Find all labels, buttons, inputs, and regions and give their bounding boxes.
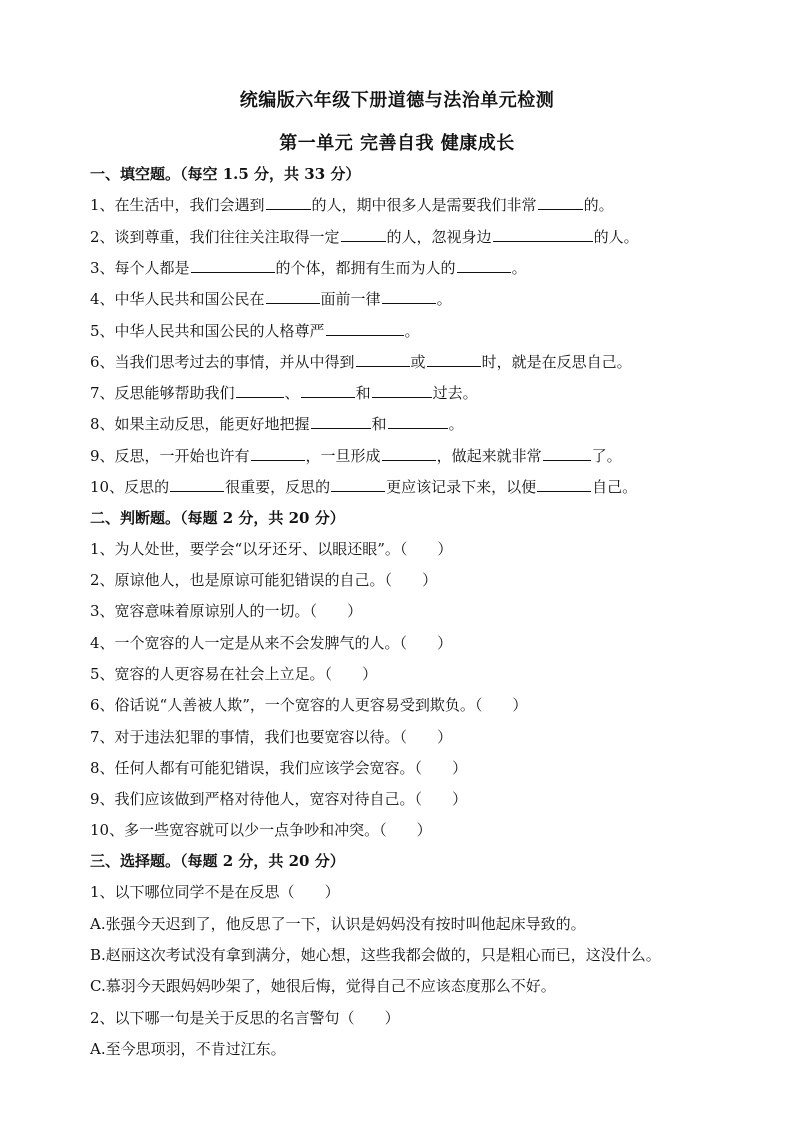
question-text: 5、宽容的人更容易在社会上立足。 [90,665,325,683]
answer-paren-close: ） [437,540,453,558]
page-subtitle: 第一单元 完善自我 健康成长 [279,133,515,154]
judge-question-2 [90,569,730,591]
question-text: 8、任何人都有可能犯错误，我们应该学会宽容。 [90,759,415,777]
question-text: 的个体，都拥有生而为人的 [275,259,456,277]
answer-blank[interactable] [311,413,371,429]
question-text: 的人。 [593,228,639,246]
fill-question-1 [90,194,730,216]
question-text: ，一旦形成 [305,447,381,465]
question-text: 很重要，反思的 [225,478,331,496]
answer-paren-open: （ [399,728,408,746]
judge-question-10 [90,819,730,841]
question-text: 7、反思能够帮助我们 [90,384,235,402]
choice-question-2 [90,1007,730,1029]
answer-paren-open: （ [414,759,423,777]
answer-blank[interactable] [388,413,448,429]
judge-question-5 [90,663,730,685]
answer-paren-close: ） [437,728,453,746]
question-text: 2、原谅他人，也是原谅可能犯错误的自己。 [90,571,385,589]
fill-question-10 [90,476,730,498]
question-text: 3、宽容意味着原谅别人的一切。 [90,602,310,620]
answer-blank[interactable] [457,257,511,273]
choice-option-b: B.赵丽这次考试没有拿到满分，她心想，这些我都会做的，只是粗心而已，这没什么。 [90,946,661,964]
answer-blank[interactable] [266,288,320,304]
question-text: 4、中华人民共和国公民在 [90,290,265,308]
answer-paren-close: ） [347,602,363,620]
question-text: 更应该记录下来，以便 [386,478,537,496]
question-text: 或 [410,353,426,371]
answer-paren-close: ） [452,790,468,808]
answer-paren-close: ） [422,571,438,589]
question-text: 的人，期中很多人是需要我们非常 [311,196,537,214]
choice-option-c: C.慕羽今天跟妈妈吵架了，她很后悔，觉得自己不应该态度那么不好。 [90,977,556,995]
answer-paren-open: （ [399,634,408,652]
answer-paren-open: （ [279,883,295,901]
question-text: 1、为人处世，要学会“以牙还牙、以眼还眼”。 [90,540,400,558]
answer-blank[interactable] [356,351,410,367]
answer-paren-open: （ [399,540,408,558]
question-text: 8、如果主动反思，能更好地把握 [90,415,310,433]
answer-paren-close: ） [384,1009,400,1027]
answer-blank[interactable] [543,445,591,461]
question-text: 1、在生活中，我们会遇到 [90,196,265,214]
page-title: 统编版六年级下册道德与法治单元检测 [239,90,555,111]
question-text: 、 [284,384,300,402]
question-text: 2、以下哪一句是关于反思的名言警句 [90,1009,340,1027]
answer-blank[interactable] [301,382,355,398]
fill-question-6 [90,351,730,373]
answer-paren-open: （ [309,602,318,620]
choice-option-a: A.至今思项羽，不肯过江东。 [90,1040,286,1058]
answer-paren-close: ） [437,634,453,652]
question-text: 9、反思，一开始也许有 [90,447,250,465]
answer-blank[interactable] [382,445,436,461]
section-fill-heading: 一、填空题。（每空 1.5 分，共 33 分） [90,165,361,183]
answer-blank[interactable] [326,320,404,336]
answer-blank[interactable] [538,194,583,210]
judge-question-7 [90,726,730,748]
question-text: 。 [404,322,420,340]
section-choice-heading: 三、选择题。（每题 2 分，共 20 分） [90,852,345,870]
answer-blank[interactable] [251,445,305,461]
answer-blank[interactable] [493,226,593,242]
answer-paren-close: ） [416,821,432,839]
question-text: 2、谈到尊重，我们往往关注取得一定 [90,228,340,246]
question-text: 。 [448,415,464,433]
answer-blank[interactable] [236,382,284,398]
fill-question-8 [90,413,730,435]
answer-blank[interactable] [427,351,481,367]
question-text: 4、一个宽容的人一定是从来不会发脾气的人。 [90,634,400,652]
answer-blank[interactable] [341,226,386,242]
question-text: 10、反思的 [90,478,170,496]
question-text: 10、多一些宽容就可以少一点争吵和冲突。 [90,821,380,839]
judge-question-3 [90,600,730,622]
question-text: 9、我们应该做到严格对待他人，宽容对待自己。 [90,790,415,808]
choice-option-a: A.张强今天迟到了，他反思了一下，认识是妈妈没有按时叫他起床导致的。 [90,915,586,933]
judge-question-6 [90,694,730,716]
question-text: 自己。 [592,478,638,496]
answer-blank[interactable] [382,288,436,304]
answer-paren-open: （ [384,571,393,589]
judge-question-4 [90,632,730,654]
section-judge-heading: 二、判断题。（每题 2 分，共 20 分） [90,509,345,527]
judge-question-1 [90,538,730,560]
answer-paren-open: （ [324,665,333,683]
question-text: 了。 [591,447,622,465]
fill-question-5 [90,320,730,342]
question-text: 1、以下哪位同学不是在反思 [90,883,280,901]
question-text: 。 [511,259,527,277]
answer-paren-open: （ [379,821,387,839]
answer-paren-open: （ [474,696,483,714]
question-text: 6、俗话说“人善被人欺”，一个宽容的人更容易受到欺负。 [90,696,475,714]
answer-blank[interactable] [266,194,311,210]
question-text: 。 [436,290,452,308]
question-text: 的人，忽视身边 [386,228,492,246]
answer-paren-close: ） [324,883,340,901]
question-text: 3、每个人都是 [90,259,190,277]
question-text: 面前一律 [320,290,381,308]
question-text: 和 [355,384,371,402]
judge-question-8 [90,757,730,779]
fill-question-7 [90,382,730,404]
question-text: 7、对于违法犯罪的事情，我们也要宽容以待。 [90,728,400,746]
answer-blank[interactable] [170,476,224,492]
answer-blank[interactable] [331,476,385,492]
question-text: ，做起来就非常 [436,447,542,465]
answer-paren-open: （ [414,790,423,808]
fill-question-9 [90,445,730,467]
fill-question-4 [90,288,730,310]
question-text: 的。 [583,196,614,214]
answer-paren-open: （ [339,1009,355,1027]
question-text: 时，就是在反思自己。 [481,353,632,371]
answer-blank[interactable] [191,257,275,273]
fill-question-2 [90,226,730,248]
question-text: 和 [371,415,387,433]
answer-blank[interactable] [372,382,432,398]
choice-question-1 [90,881,730,903]
question-text: 过去。 [432,384,478,402]
question-text: 5、中华人民共和国公民的人格尊严 [90,322,325,340]
answer-blank[interactable] [537,476,591,492]
answer-paren-close: ） [452,759,468,777]
judge-question-9 [90,788,730,810]
answer-paren-close: ） [512,696,528,714]
question-text: 6、当我们思考过去的事情，并从中得到 [90,353,355,371]
fill-question-3 [90,257,730,279]
answer-paren-close: ） [362,665,378,683]
